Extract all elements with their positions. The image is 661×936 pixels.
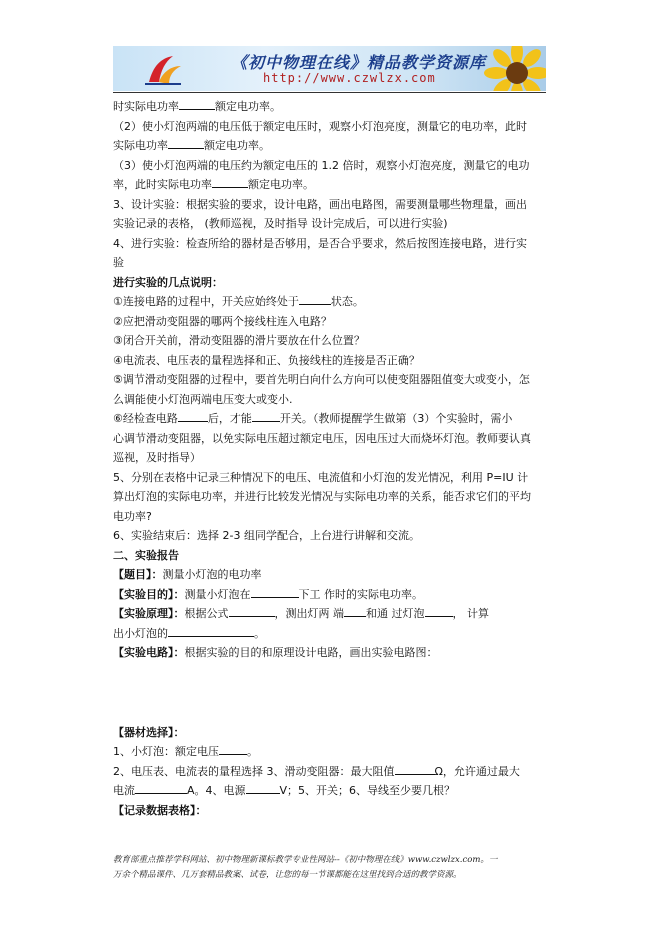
text-line: 实际电功率 额定电功率。 bbox=[113, 139, 270, 152]
text-line: ④电流表、电压表的量程选择和正、负接线柱的连接是否正确？ bbox=[113, 353, 420, 367]
text-line: 率，此时实际电功率 额定电功率。 bbox=[113, 178, 314, 191]
text-line: 心调节滑动变阻器，以免实际电压超过额定电压，因电压过大而烧坏灯泡。教师要认真 bbox=[113, 431, 531, 445]
section-heading: 【记录数据表格】： bbox=[113, 803, 207, 817]
site-logo-icon bbox=[143, 52, 183, 86]
banner-url[interactable]: http://www.czwlzx.com bbox=[263, 71, 436, 85]
text-line: ⑥经检查电路 后，才能 开关。（教师提醒学生做第（3）个实验时，需小 bbox=[113, 412, 513, 425]
circuit-drawing-area bbox=[113, 663, 553, 723]
banner-title: 《初中物理在线》精品教学资源库 bbox=[231, 53, 487, 72]
text-line: 巡视，及时指导） bbox=[113, 451, 201, 464]
page-footer bbox=[113, 853, 553, 883]
text-line: ②应把滑动变阻器的哪两个接线柱连入电路？ bbox=[113, 314, 332, 328]
footer-line: 教育部重点推荐学科网站、初中物理新课标教学专业性网站--《初中物理在线》www.czwlzx.com。一 bbox=[113, 855, 498, 865]
text-line: 么调能使小灯泡两端电压变大或变小. bbox=[113, 392, 293, 406]
text-line: （3）使小灯泡两端的电压约为额定电压的 1.2 倍时，观察小灯泡亮度，测量它的电功 bbox=[113, 158, 530, 172]
text-line: ①连接电路的过程中，开关应始终处于 状态。 bbox=[113, 295, 364, 308]
text-line: 1、小灯泡：额定电压 。 bbox=[113, 745, 258, 758]
text-line: 6、实验结束后：选择 2-3 组同学配合，上台进行讲解和交流。 bbox=[113, 529, 420, 542]
text-line: 算出灯泡的实际电功率，并进行比较发光情况与实际电功率的关系，能否求它们的平均 bbox=[113, 490, 531, 503]
section-heading: 二、实验报告 bbox=[113, 548, 179, 562]
text-line: 验 bbox=[113, 256, 124, 269]
text-line: ③闭合开关前，滑动变阻器的滑片要放在什么位置？ bbox=[113, 334, 365, 347]
text-line: 电功率? bbox=[113, 509, 152, 523]
text-line: 出小灯泡的 。 bbox=[113, 626, 265, 640]
sunflower-icon bbox=[482, 46, 546, 91]
header-banner bbox=[113, 46, 546, 91]
text-line: 电流 A。4、电源 V；5、开关；6、导线至少要几根？ bbox=[113, 784, 456, 797]
text-line: 【实验电路】：根据实验的目的和原理设计电路，画出实验电路图： bbox=[113, 646, 438, 659]
text-line: （2）使小灯泡两端的电压低于额定电压时，观察小灯泡亮度，测量它的电功率，此时 bbox=[113, 119, 527, 133]
text-line: 实验记录的表格， (教师巡视，及时指导 设计完成后，可以进行实验) bbox=[113, 217, 448, 230]
footer-line: 万余个精品课件、几万套精品教案、试卷，让您的每一节课都能在这里找到合适的教学资源。 bbox=[113, 870, 462, 880]
text-line: 2、电压表、电流表的量程选择 3、滑动变阻器：最大阻值 Ω，允许通过最大 bbox=[113, 764, 520, 778]
text-line: 4、进行实验：检查所给的器材是否够用，是否合乎要求，然后按图连接电路，进行实 bbox=[113, 236, 527, 250]
document-body bbox=[113, 97, 553, 820]
text-line: ⑤调节滑动变阻器的过程中，要首先明白向什么方向可以使变阻器阻值变大或变小，怎 bbox=[113, 373, 530, 386]
header-rule bbox=[113, 92, 546, 93]
text-line: 3、设计实验：根据实验的要求，设计电路，画出电路图，需要测量哪些物理量，画出 bbox=[113, 197, 527, 211]
text-line: 时实际电功率 额定电功率。 bbox=[113, 100, 281, 113]
section-heading: 进行实验的几点说明： bbox=[113, 275, 223, 289]
text-line: 5、分别在表格中记录三种情况下的电压、电流值和小灯泡的发光情况，利用 P=IU 计 bbox=[113, 470, 529, 484]
text-line: 【实验原理】：根据公式 ，测出灯两 端 和通 过灯泡 ， 计算 bbox=[113, 607, 489, 620]
section-heading: 【器材选择】： bbox=[113, 725, 185, 739]
text-line: 【题目】：测量小灯泡的电功率 bbox=[113, 568, 262, 581]
text-line: 【实验目的】：测量小灯泡在 下工 作时的实际电功率。 bbox=[113, 587, 423, 601]
